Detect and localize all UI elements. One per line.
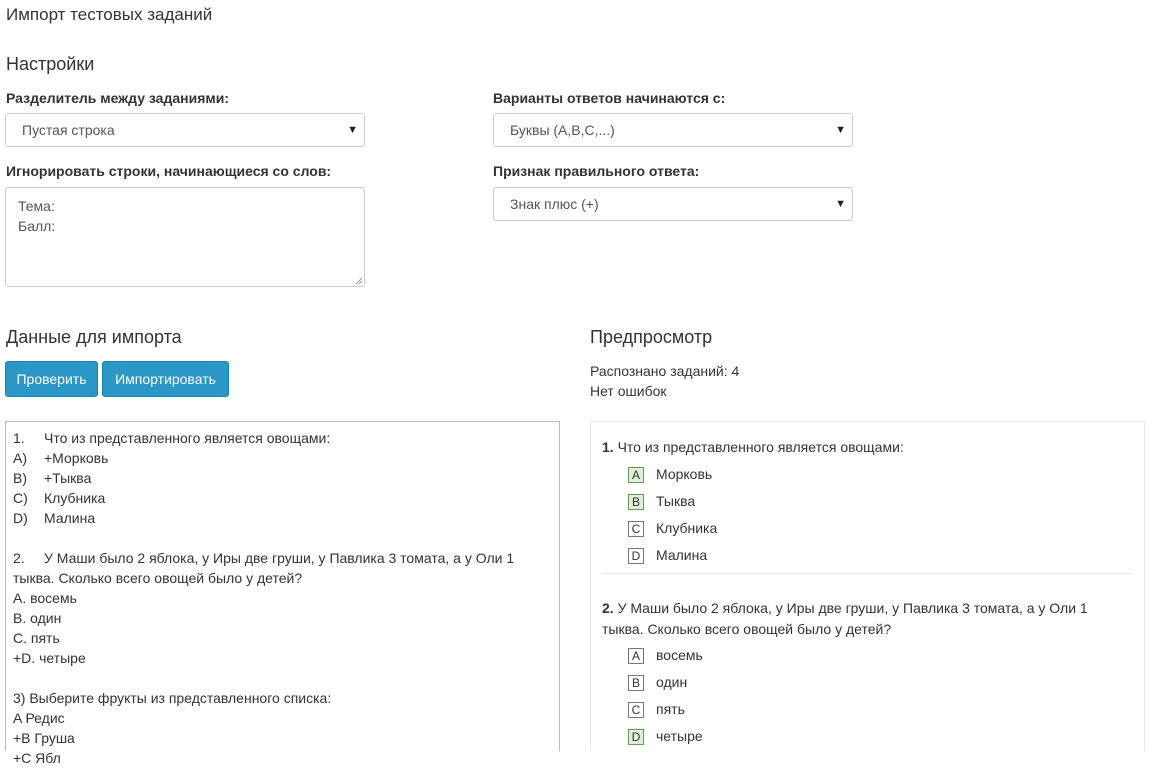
- import-line: [13, 628, 559, 648]
- import-line: [13, 508, 559, 528]
- import-line-text: A Редис: [13, 710, 65, 726]
- import-textarea[interactable]: [5, 421, 560, 766]
- answers-start-select[interactable]: [493, 113, 853, 147]
- import-line-text: C. пять: [13, 630, 60, 646]
- import-line-prefix: D): [13, 510, 28, 526]
- answer-letter: A: [628, 648, 644, 664]
- import-line: [13, 568, 559, 588]
- ignore-line: Балл:: [18, 218, 56, 234]
- correct-sign-select-value: Знак плюс (+): [510, 196, 599, 212]
- import-title: Данные для импорта: [6, 327, 182, 347]
- ignore-textarea[interactable]: [5, 187, 365, 287]
- answer-item: [628, 521, 828, 539]
- import-line-text: Малина: [44, 510, 96, 526]
- answer-letter: B: [628, 675, 644, 691]
- answers-start-label: Варианты ответов начинаются с:: [493, 90, 726, 106]
- answer-text: восемь: [656, 647, 703, 663]
- errors-status: Нет ошибок: [590, 383, 667, 399]
- import-line-text: Что из представленного является овощами:: [44, 430, 331, 446]
- question: [602, 437, 1122, 458]
- import-line: [13, 748, 559, 768]
- import-line-prefix: C): [13, 490, 28, 506]
- import-line-text: +Тыква: [44, 470, 92, 486]
- answer-item: [628, 467, 828, 485]
- answer-item: [628, 648, 828, 666]
- import-line-prefix: B): [13, 470, 27, 486]
- separator-select-value: Пустая строка: [22, 122, 115, 138]
- import-line: [13, 648, 559, 668]
- correct-sign-label: Признак правильного ответа:: [493, 163, 700, 179]
- import-line-prefix: 2.: [13, 550, 25, 566]
- import-line: [13, 428, 559, 448]
- import-line-text: +Морковь: [44, 450, 109, 466]
- import-button[interactable]: Импортировать: [102, 361, 229, 397]
- question: [602, 598, 1102, 640]
- answer-item: [628, 548, 828, 566]
- answer-item: [628, 729, 828, 747]
- preview-title: Предпросмотр: [590, 327, 713, 347]
- question-text: У Маши было 2 яблока, у Иры две груши, у Павлика 3 томата, а у Оли 1 тыква. Сколько всего овощей было у детей?: [602, 600, 1088, 637]
- import-line: [13, 608, 559, 628]
- import-line: [13, 548, 559, 568]
- question-number: 2.: [602, 600, 614, 616]
- import-line: [13, 728, 559, 748]
- question-text: Что из представленного является овощами:: [617, 439, 904, 455]
- recognized-count: Распознано заданий: 4: [590, 363, 740, 379]
- answer-letter: C: [628, 702, 644, 718]
- resize-grip-icon[interactable]: [355, 277, 363, 285]
- answer-text: Малина: [656, 547, 708, 563]
- separator-label: Разделитель между заданиями:: [6, 90, 229, 106]
- answer-item: [628, 702, 828, 720]
- answer-letter: D: [628, 729, 644, 745]
- import-blank-line: [13, 528, 559, 548]
- answer-item: [628, 675, 828, 693]
- import-line: [13, 688, 559, 708]
- answer-text: Клубника: [656, 520, 718, 536]
- import-line-text: +B Груша: [13, 730, 75, 746]
- import-line: [13, 488, 559, 508]
- answer-text: один: [656, 674, 688, 690]
- chevron-down-icon: ▼: [835, 124, 846, 136]
- question-number: 1.: [602, 439, 614, 455]
- import-line: [13, 708, 559, 728]
- import-line-text: +C Ябл: [13, 750, 61, 766]
- import-line-text: A. восемь: [13, 590, 77, 606]
- import-line-text: B. один: [13, 610, 62, 626]
- answer-text: Морковь: [656, 466, 713, 482]
- answer-letter: C: [628, 521, 644, 537]
- import-line-prefix: A): [13, 450, 27, 466]
- answer-text: пять: [656, 701, 685, 717]
- import-line-text: 3) Выберите фрукты из представленного списка:: [13, 690, 332, 706]
- answer-letter: B: [628, 494, 644, 510]
- separator-select[interactable]: [5, 113, 365, 147]
- import-line-text: +D. четыре: [13, 650, 86, 666]
- answer-item: [628, 494, 828, 512]
- answer-letter: D: [628, 548, 644, 564]
- answer-letter: A: [628, 467, 644, 483]
- import-line-text: У Маши было 2 яблока, у Иры две груши, у Павлика 3 томата, а у Оли 1: [44, 550, 515, 566]
- page-title: Импорт тестовых заданий: [6, 5, 213, 24]
- settings-title: Настройки: [6, 54, 95, 74]
- import-line-prefix: 1.: [13, 430, 25, 446]
- answer-text: четыре: [656, 728, 703, 744]
- preview-panel: [590, 421, 1145, 751]
- import-line: [13, 448, 559, 468]
- chevron-down-icon: ▼: [347, 124, 358, 136]
- answers-start-select-value: Буквы (A,B,C,...): [510, 122, 615, 138]
- import-line: [13, 588, 559, 608]
- import-line: [13, 468, 559, 488]
- correct-sign-select[interactable]: [493, 187, 853, 221]
- ignore-line: Тема:: [18, 198, 55, 214]
- question-divider: [602, 573, 1132, 574]
- import-line-text: Клубника: [44, 490, 106, 506]
- ignore-label: Игнорировать строки, начинающиеся со слов:: [6, 163, 332, 179]
- import-line-text: тыква. Сколько всего овощей было у детей?: [13, 570, 303, 586]
- chevron-down-icon: ▼: [835, 198, 846, 210]
- check-button[interactable]: Проверить: [5, 361, 98, 397]
- answer-text: Тыква: [656, 493, 696, 509]
- import-blank-line: [13, 668, 559, 688]
